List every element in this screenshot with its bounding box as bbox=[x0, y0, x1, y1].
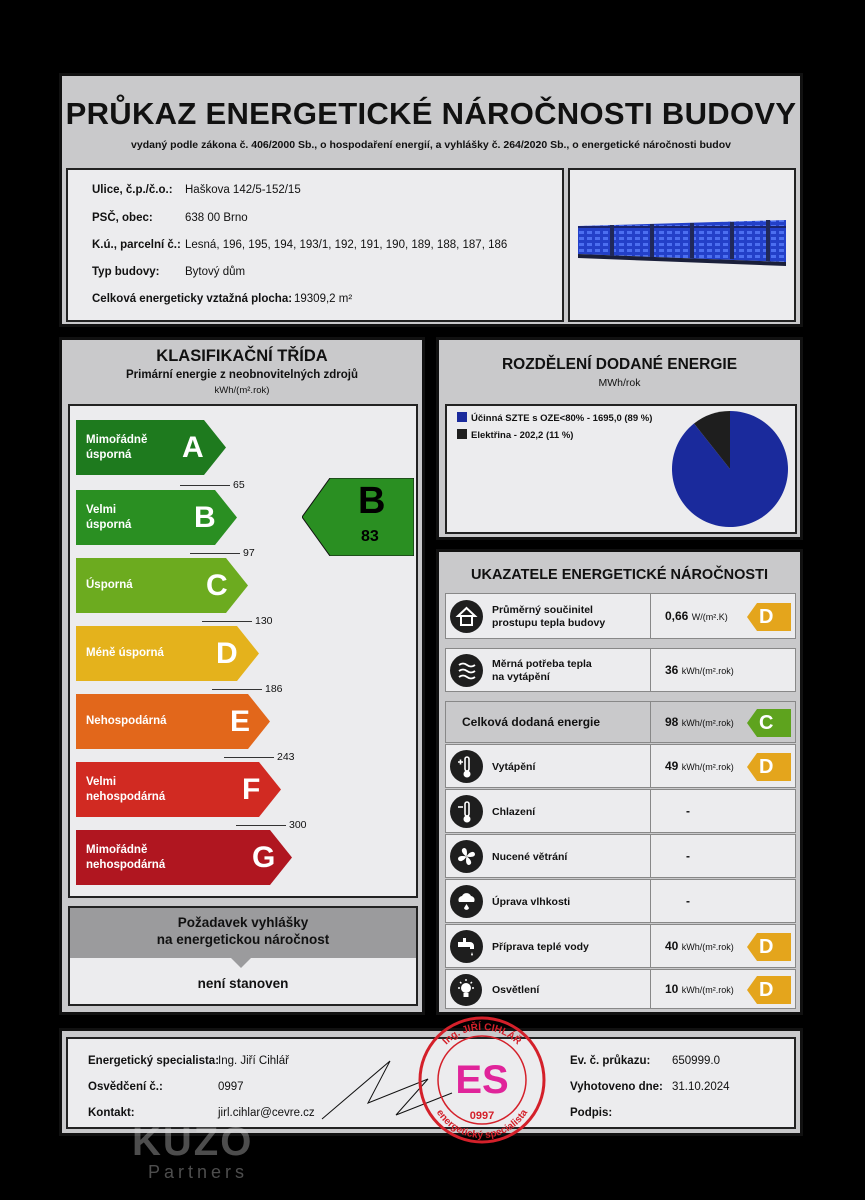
parcel-row bbox=[92, 239, 508, 251]
class-f-letter: F bbox=[242, 773, 261, 806]
class-b-letter: B bbox=[194, 501, 216, 534]
class-e-label1: Nehospodárná bbox=[86, 715, 167, 727]
result-arrow bbox=[302, 478, 414, 556]
indicator-row-7 bbox=[445, 879, 796, 923]
class-b-label2: úsporná bbox=[86, 518, 132, 531]
date-label: Vyhotoveno dne: bbox=[570, 1081, 663, 1093]
indicator-9-name: Osvětlení bbox=[492, 984, 540, 996]
evid-value: 650999.0 bbox=[672, 1055, 720, 1067]
requirement-value: není stanoven bbox=[197, 976, 289, 991]
fan-icon bbox=[450, 840, 483, 873]
class-c-label1: Úsporná bbox=[86, 579, 133, 591]
class-g-label2: nehospodárná bbox=[86, 858, 166, 871]
lightbulb-icon bbox=[450, 974, 482, 1006]
class-g-arrow bbox=[76, 830, 292, 885]
indicator-total-unit: kWh/(m².rok) bbox=[681, 718, 734, 728]
thermometer-minus-icon bbox=[450, 795, 483, 828]
indicator-row-2 bbox=[445, 648, 796, 692]
class-e-letter: E bbox=[230, 705, 251, 738]
threshold-5-value: 243 bbox=[277, 751, 295, 763]
contact-label: Kontakt: bbox=[88, 1107, 135, 1119]
energy-pie-chart bbox=[669, 408, 791, 530]
indicator-7-name: Úprava vlhkosti bbox=[492, 896, 571, 908]
threshold-1-value: 65 bbox=[233, 479, 245, 491]
document-subtitle: vydaný podle zákona č. 406/2000 Sb., o hospodaření energií, a vyhlášky č. 264/2020 Sb., o energetické náročnosti budov bbox=[131, 139, 731, 151]
indicator-row-5 bbox=[445, 789, 796, 833]
indicator-4-name: Vytápění bbox=[492, 761, 536, 773]
classification-subtitle: Primární energie z neobnovitelných zdrojů bbox=[126, 369, 358, 381]
indicator-9-badge bbox=[747, 976, 791, 1004]
classification-panel bbox=[59, 337, 425, 1015]
threshold-4-value: 186 bbox=[265, 683, 283, 695]
distribution-panel bbox=[436, 337, 803, 540]
indicator-8-unit: kWh/(m².rok) bbox=[681, 942, 734, 952]
class-b-arrow bbox=[76, 490, 237, 545]
indicator-9-class: D bbox=[759, 979, 774, 1001]
requirement-box bbox=[68, 906, 418, 1006]
document-title: PRŮKAZ ENERGETICKÉ NÁROČNOSTI BUDOVY bbox=[65, 96, 797, 131]
class-d-label1: Méně úsporná bbox=[86, 647, 164, 659]
classification-title: KLASIFIKAČNÍ TŘÍDA bbox=[156, 347, 328, 365]
header-panel bbox=[59, 73, 803, 327]
indicator-6-value: - bbox=[686, 849, 690, 863]
class-d-letter: D bbox=[216, 637, 238, 670]
street-value: Haškova 142/5-152/15 bbox=[185, 184, 301, 196]
indicator-2-value: 36 bbox=[665, 663, 679, 677]
type-value: Bytový dům bbox=[185, 266, 246, 278]
stamp-top-text: Ing. JIŘÍ CIHLÁŘ bbox=[440, 1021, 524, 1048]
indicator-2-unit: kWh/(m².rok) bbox=[681, 666, 734, 676]
indicators-panel bbox=[436, 549, 803, 1015]
evid-label: Ev. č. průkazu: bbox=[570, 1055, 651, 1067]
class-a-label1: Mimořádně bbox=[86, 433, 148, 446]
indicator-total-badge bbox=[747, 709, 791, 737]
specialist-stamp bbox=[407, 1015, 557, 1145]
street-label: Ulice, č.p./č.o.: bbox=[92, 184, 173, 196]
faucet-icon bbox=[450, 930, 483, 963]
indicator-5-name: Chlazení bbox=[492, 806, 536, 818]
indicator-5-value: - bbox=[686, 804, 690, 818]
indicator-8-name: Příprava teplé vody bbox=[492, 941, 589, 953]
indicator-2-name2: na vytápění bbox=[492, 671, 550, 683]
class-a-letter: A bbox=[182, 431, 204, 464]
date-value: 31.10.2024 bbox=[672, 1081, 730, 1093]
indicator-2-name1: Měrná potřeba tepla bbox=[492, 658, 592, 670]
classification-scale-box bbox=[68, 404, 418, 898]
threshold-6-value: 300 bbox=[289, 819, 307, 831]
distribution-title: ROZDĚLENÍ DODANÉ ENERGIE bbox=[501, 356, 738, 373]
indicator-6-name: Nucené větrání bbox=[492, 851, 568, 863]
cert-label: Osvědčení č.: bbox=[88, 1081, 163, 1093]
specialist-label: Energetický specialista: bbox=[88, 1055, 220, 1067]
indicator-total-class: C bbox=[759, 712, 774, 734]
building-image bbox=[570, 170, 794, 320]
indicator-4-value: 49 bbox=[665, 759, 679, 773]
house-icon bbox=[450, 600, 483, 633]
class-f-label2: nehospodárná bbox=[86, 790, 166, 803]
threshold-3-value: 130 bbox=[255, 615, 273, 627]
type-row bbox=[92, 266, 246, 278]
class-a-label2: úsporná bbox=[86, 448, 132, 461]
stamp-bottom-text: energetický specialista bbox=[433, 1107, 531, 1142]
indicator-total-name: Celková dodaná energie bbox=[462, 715, 601, 729]
indicator-row-9 bbox=[445, 969, 796, 1009]
indicator-row-1 bbox=[445, 593, 796, 639]
legend-swatch-1 bbox=[457, 412, 467, 422]
legend-item-2 bbox=[457, 429, 573, 441]
class-g-label1: Mimořádně bbox=[86, 843, 148, 856]
indicator-1-value: 0,66 bbox=[665, 609, 689, 623]
distribution-unit: MWh/rok bbox=[598, 377, 641, 389]
indicator-7-value: - bbox=[686, 894, 690, 908]
legend-label-1: Účinná SZTE s OZE<80% - 1695,0 (89 %) bbox=[471, 413, 653, 424]
zip-label: PSČ, obec: bbox=[92, 212, 153, 224]
parcel-value: Lesná, 196, 195, 194, 193/1, 192, 191, 190, 189, 188, 187, 186 bbox=[185, 239, 508, 251]
indicator-4-unit: kWh/(m².rok) bbox=[681, 762, 734, 772]
area-value: 19309,2 m² bbox=[294, 293, 353, 305]
classification-unit: kWh/(m².rok) bbox=[214, 385, 270, 396]
thermometer-plus-icon bbox=[450, 750, 483, 783]
indicator-9-unit: kWh/(m².rok) bbox=[681, 985, 734, 995]
result-value: 83 bbox=[361, 528, 379, 545]
building-photo-box bbox=[568, 168, 796, 322]
class-c-arrow bbox=[76, 558, 248, 613]
result-letter: B bbox=[358, 480, 386, 522]
class-d-arrow bbox=[76, 626, 259, 681]
class-e-arrow bbox=[76, 694, 270, 749]
class-f-label1: Velmi bbox=[86, 775, 117, 788]
class-f-arrow bbox=[76, 762, 281, 817]
indicator-1-unit: W/(m².K) bbox=[691, 612, 728, 622]
legend-item-1 bbox=[457, 412, 652, 424]
class-a-arrow bbox=[76, 420, 226, 475]
indicator-1-name1: Průměrný součinitel bbox=[492, 604, 593, 616]
heat-waves-icon bbox=[450, 654, 483, 687]
area-label: Celková energeticky vztažná plocha: bbox=[92, 293, 293, 305]
indicator-row-4 bbox=[445, 744, 796, 788]
requirement-value-box bbox=[70, 958, 416, 1004]
stamp-logo: ES bbox=[455, 1058, 509, 1102]
contact-value: jirl.cihlar@cevre.cz bbox=[218, 1107, 315, 1119]
indicator-8-class: D bbox=[759, 936, 774, 958]
indicator-row-6 bbox=[445, 834, 796, 878]
street-row bbox=[92, 184, 301, 196]
requirement-title-2: na energetickou náročnost bbox=[156, 932, 330, 947]
watermark-logo bbox=[20, 1120, 280, 1190]
signature-label: Podpis: bbox=[570, 1107, 613, 1119]
indicator-row-total bbox=[445, 701, 796, 743]
class-g-letter: G bbox=[252, 841, 276, 874]
specialist-value: Ing. Jiří Cihlář bbox=[218, 1055, 289, 1067]
indicator-1-badge bbox=[747, 603, 791, 631]
legend-swatch-2 bbox=[457, 429, 467, 439]
watermark-brand: KUZO bbox=[132, 1120, 254, 1164]
zip-row bbox=[92, 212, 248, 224]
indicator-1-class: D bbox=[759, 606, 774, 628]
indicator-8-value: 40 bbox=[665, 939, 679, 953]
zip-value: 638 00 Brno bbox=[185, 212, 248, 224]
watermark-sub: Partners bbox=[148, 1162, 249, 1182]
cert-value: 0997 bbox=[218, 1081, 244, 1093]
indicator-4-badge bbox=[747, 753, 791, 781]
cloud-drop-icon bbox=[450, 885, 483, 918]
distribution-chart-box bbox=[445, 404, 797, 534]
class-b-label1: Velmi bbox=[86, 503, 117, 516]
building-info-box bbox=[66, 168, 564, 322]
indicator-9-value: 10 bbox=[665, 982, 679, 996]
indicator-1-name2: prostupu tepla budovy bbox=[492, 617, 606, 629]
area-row bbox=[92, 293, 353, 305]
parcel-label: K.ú., parcelní č.: bbox=[92, 239, 181, 251]
indicator-4-class: D bbox=[759, 756, 774, 778]
threshold-2-value: 97 bbox=[243, 547, 255, 559]
indicator-total-value: 98 bbox=[665, 715, 679, 729]
class-c-letter: C bbox=[206, 569, 228, 602]
type-label: Typ budovy: bbox=[92, 266, 160, 278]
indicator-8-badge bbox=[747, 933, 791, 961]
legend-label-2: Elektřina - 202,2 (11 %) bbox=[471, 430, 574, 441]
indicator-row-8 bbox=[445, 924, 796, 968]
indicators-title: UKAZATELE ENERGETICKÉ NÁROČNOSTI bbox=[471, 567, 768, 583]
requirement-title-1: Požadavek vyhlášky bbox=[177, 915, 309, 930]
stamp-number: 0997 bbox=[469, 1110, 495, 1122]
